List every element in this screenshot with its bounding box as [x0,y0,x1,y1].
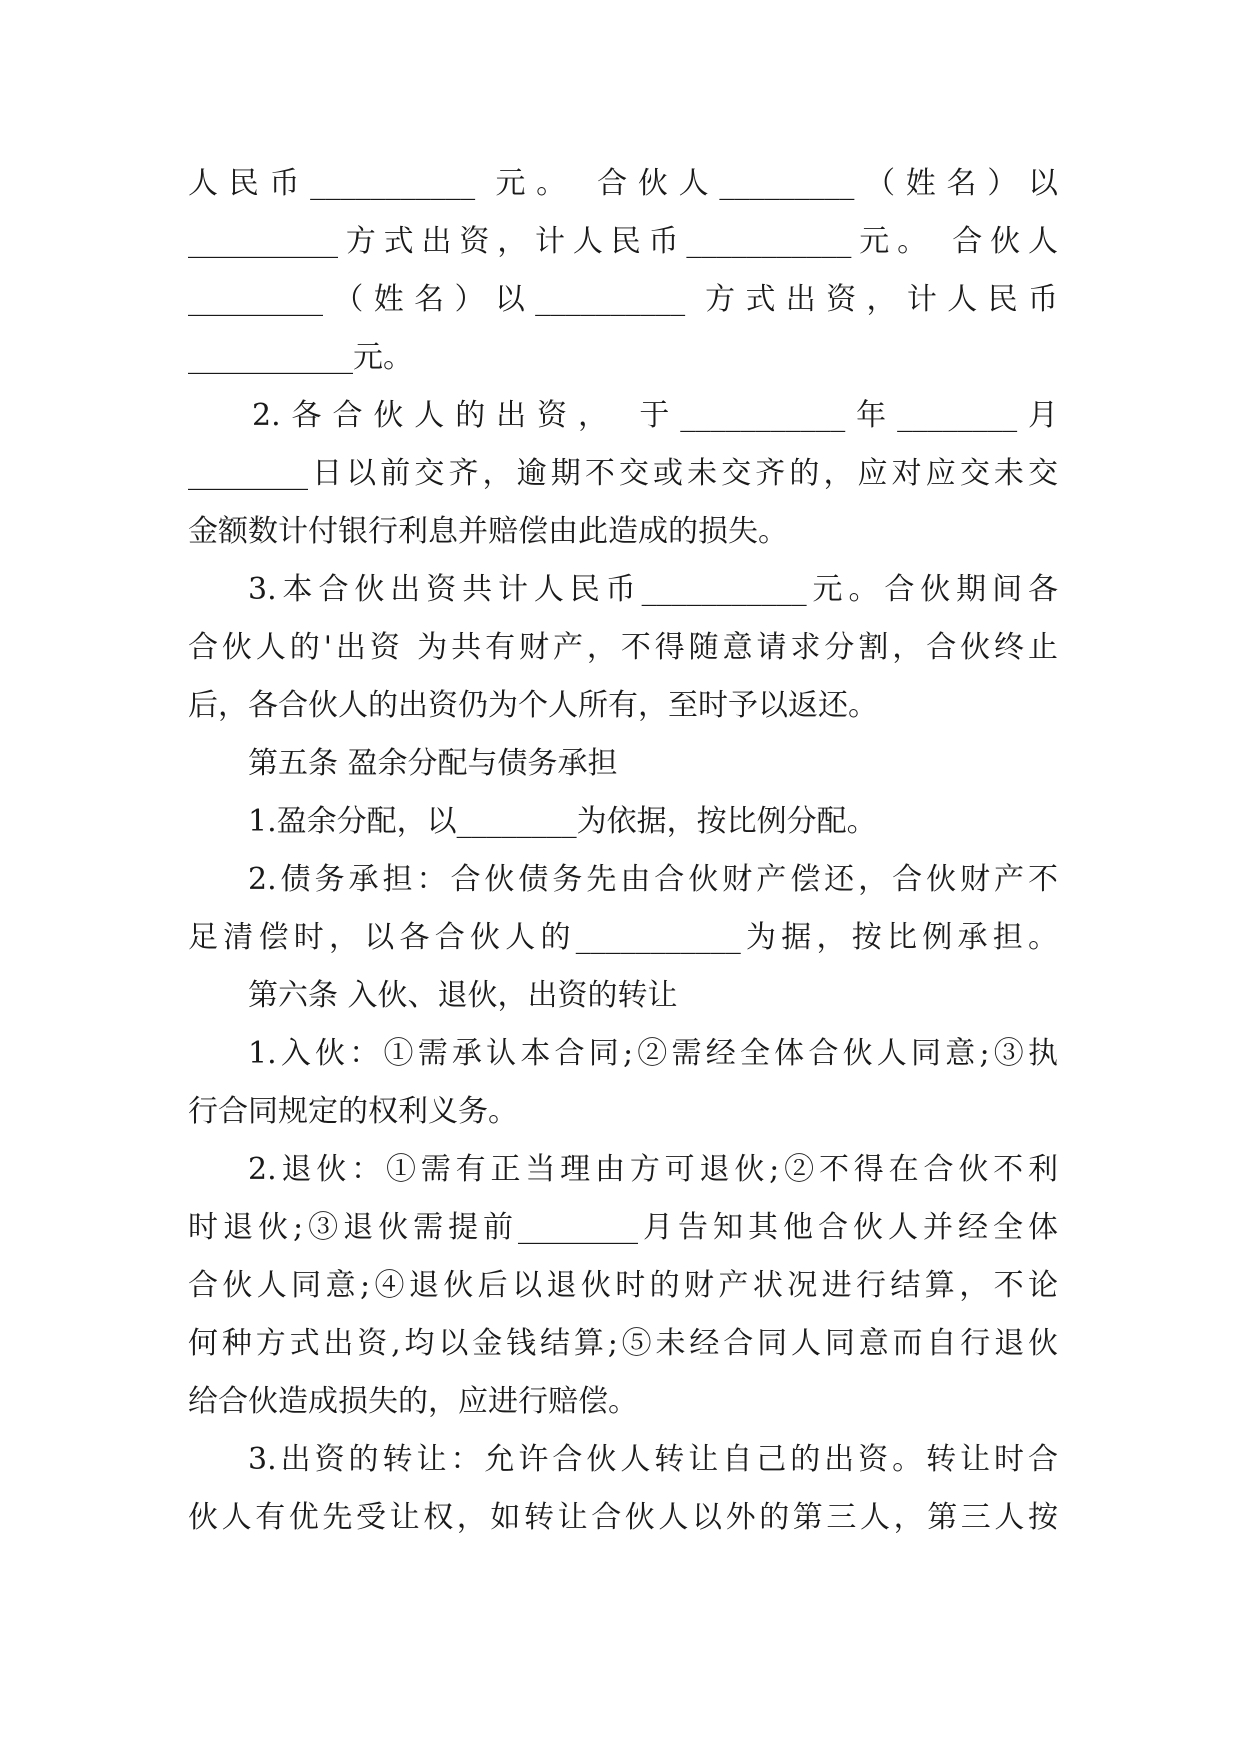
section-heading: 第五条 盈余分配与债务承担 [248,746,618,781]
text-line: _________（姓名）以__________ 方式出资，计人民币 [188,282,1058,317]
text-line: 2.退伙：①需有正当理由方可退伙;②不得在合伙不利 [248,1152,1058,1187]
text-line: 时退伙;③退伙需提前________月告知其他合伙人并经全体 [188,1210,1058,1245]
document-page [188,155,1058,1547]
text-line: 3.出资的转让：允许合伙人转让自己的出资。转让时合 [248,1442,1058,1477]
text-line: ___________元。 [188,340,413,375]
text-line: 给合伙造成损失的，应进行赔偿。 [188,1384,638,1419]
text-line: 合伙人同意;④退伙后以退伙时的财产状况进行结算，不论 [188,1268,1058,1303]
text-line: 3.本合伙出资共计人民币___________元。合伙期间各 [248,572,1058,607]
text-line: 1.入伙：①需承认本合同;②需经全体合伙人同意;③执 [248,1036,1058,1071]
text-line: 后，各合伙人的出资仍为个人所有，至时予以返还。 [188,688,878,723]
text-line: 行合同规定的权利义务。 [188,1094,518,1129]
text-line: 2.债务承担：合伙债务先由合伙财产偿还，合伙财产不 [248,862,1058,897]
text-line: 合伙人的'出资 为共有财产，不得随意请求分割，合伙终止 [188,630,1058,665]
text-line: __________方式出资，计人民币___________元。 合伙人 [188,224,1058,259]
text-line: 足清偿时，以各合伙人的___________为据，按比例承担。 [188,920,1058,955]
text-line: 伙人有优先受让权，如转让合伙人以外的第三人，第三人按 [188,1500,1058,1535]
text-line: 何种方式出资,均以金钱结算;⑤未经合同人同意而自行退伙 [188,1326,1058,1361]
text-line: ________日以前交齐，逾期不交或未交齐的，应对应交未交 [188,456,1058,491]
text-line: 金额数计付银行利息并赔偿由此造成的损失。 [188,514,788,549]
text-line: 1.盈余分配，以________为依据，按比例分配。 [248,804,877,839]
section-heading: 第六条 入伙、退伙，出资的转让 [248,978,678,1013]
text-line: 人民币___________ 元。 合伙人_________（姓名）以 [188,166,1058,201]
text-line: 2.各合伙人的出资， 于___________年________月 [252,398,1058,433]
